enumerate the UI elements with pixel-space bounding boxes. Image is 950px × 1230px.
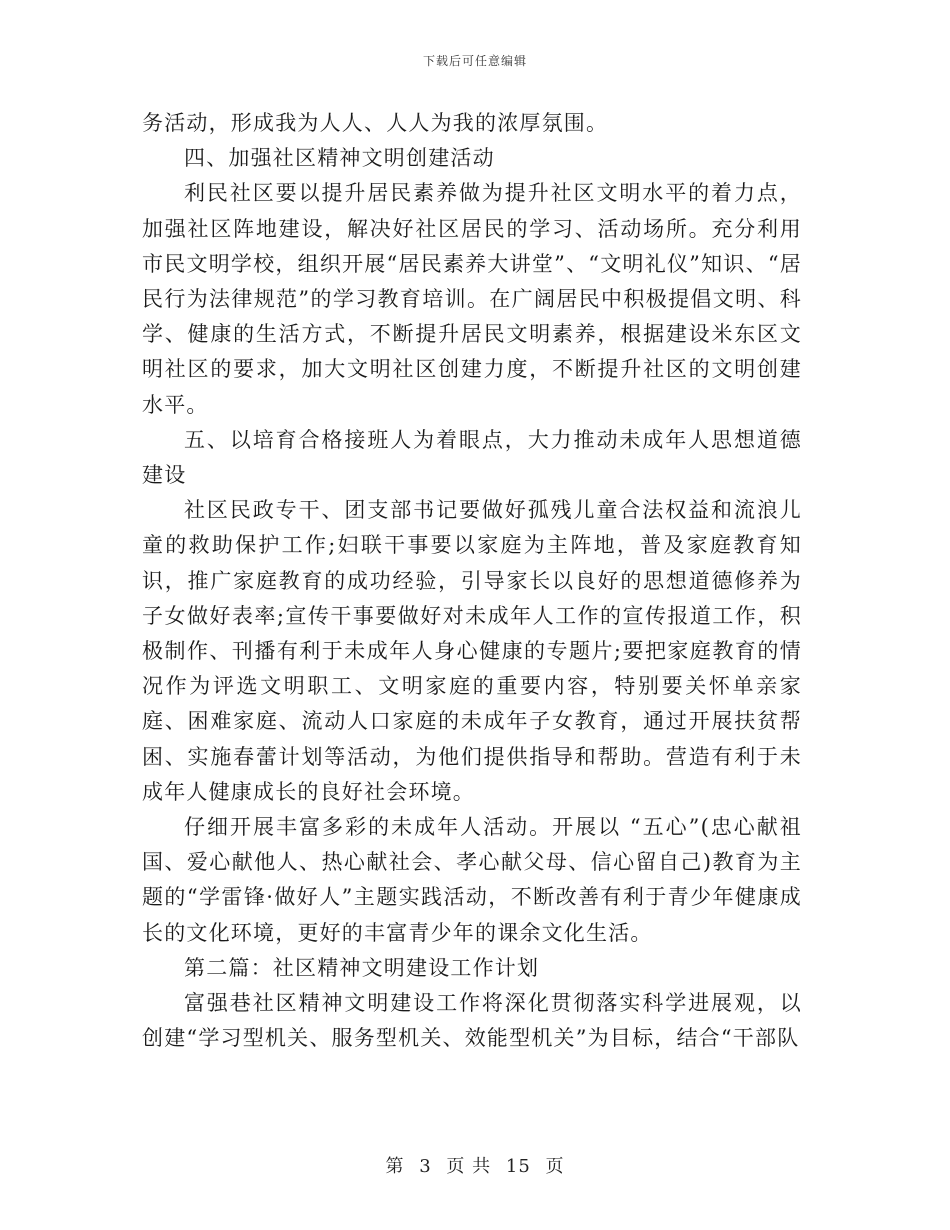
paragraph-5: 富强巷社区精神文明建设工作将深化贯彻落实科学进展观，以创建“学习型机关、服务型机关、效能型机关”为目标，结合“干部队 bbox=[142, 991, 802, 1051]
document-body bbox=[142, 106, 802, 1056]
section-heading-4: 四、加强社区精神文明创建活动 bbox=[184, 146, 495, 171]
page-middle: 页 共 bbox=[446, 1156, 492, 1177]
page-suffix: 页 bbox=[545, 1156, 565, 1177]
page-header: 下载后可任意编辑 bbox=[422, 54, 527, 68]
paragraph-2: 利民社区要以提升居民素养做为提升社区文明水平的着力点，加强社区阵地建设，解决好社区居民的学习、活动场所。充分利用市民文明学校，组织开展“居民素养大讲堂”、“文明礼仪”知识、“居民行为法律规范”的学习教育培训。在广阔居民中积极提倡文明、科学、健康的生活方式，不断提升居民文明素养，根据建设米东区文明社区的要求，加大文明社区创建力度，不断提升社区的文明创建水平。 bbox=[142, 181, 802, 417]
current-page-number: 3 bbox=[419, 1156, 432, 1177]
total-pages-number: 15 bbox=[505, 1156, 531, 1177]
page-footer bbox=[0, 1152, 950, 1178]
paragraph-3: 社区民政专干、团支部书记要做好孤残儿童合法权益和流浪儿童的救助保护工作;妇联干事要以家庭为主阵地，普及家庭教育知识，推广家庭教育的成功经验，引导家长以良好的思想道德修养为子女做好表率;宣传干事要做好对未成年人工作的宣传报道工作，积极制作、刊播有利于未成年人身心健康的专题片;要把家庭教育的情况作为评选文明职工、文明家庭的重要内容，特别要关怀单亲家庭、困难家庭、流动人口家庭的未成年子女教育，通过开展扶贫帮困、实施春蕾计划等活动，为他们提供指导和帮助。营造有利于未成年人健康成长的良好社会环境。 bbox=[142, 498, 802, 804]
paragraph-1: 务活动，形成我为人人、人人为我的浓厚氛围。 bbox=[142, 111, 609, 135]
section-heading-5: 五、以培育合格接班人为着眼点，大力推动未成年人思想道德建设 bbox=[142, 427, 802, 488]
paragraph-4: 仔细开展丰富多彩的未成年人活动。开展以 “五心”(忠心献祖国、爱心献他人、热心献社会、孝心献父母、信心留自己)教育为主题的“学雷锋·做好人”主题实践活动，不断改善有利于青少年健康成长的文化环境，更好的丰富青少年的课余文化生活。 bbox=[142, 815, 802, 945]
page-prefix: 第 bbox=[385, 1156, 405, 1177]
chapter-heading-2: 第二篇：社区精神文明建设工作计划 bbox=[184, 955, 540, 980]
